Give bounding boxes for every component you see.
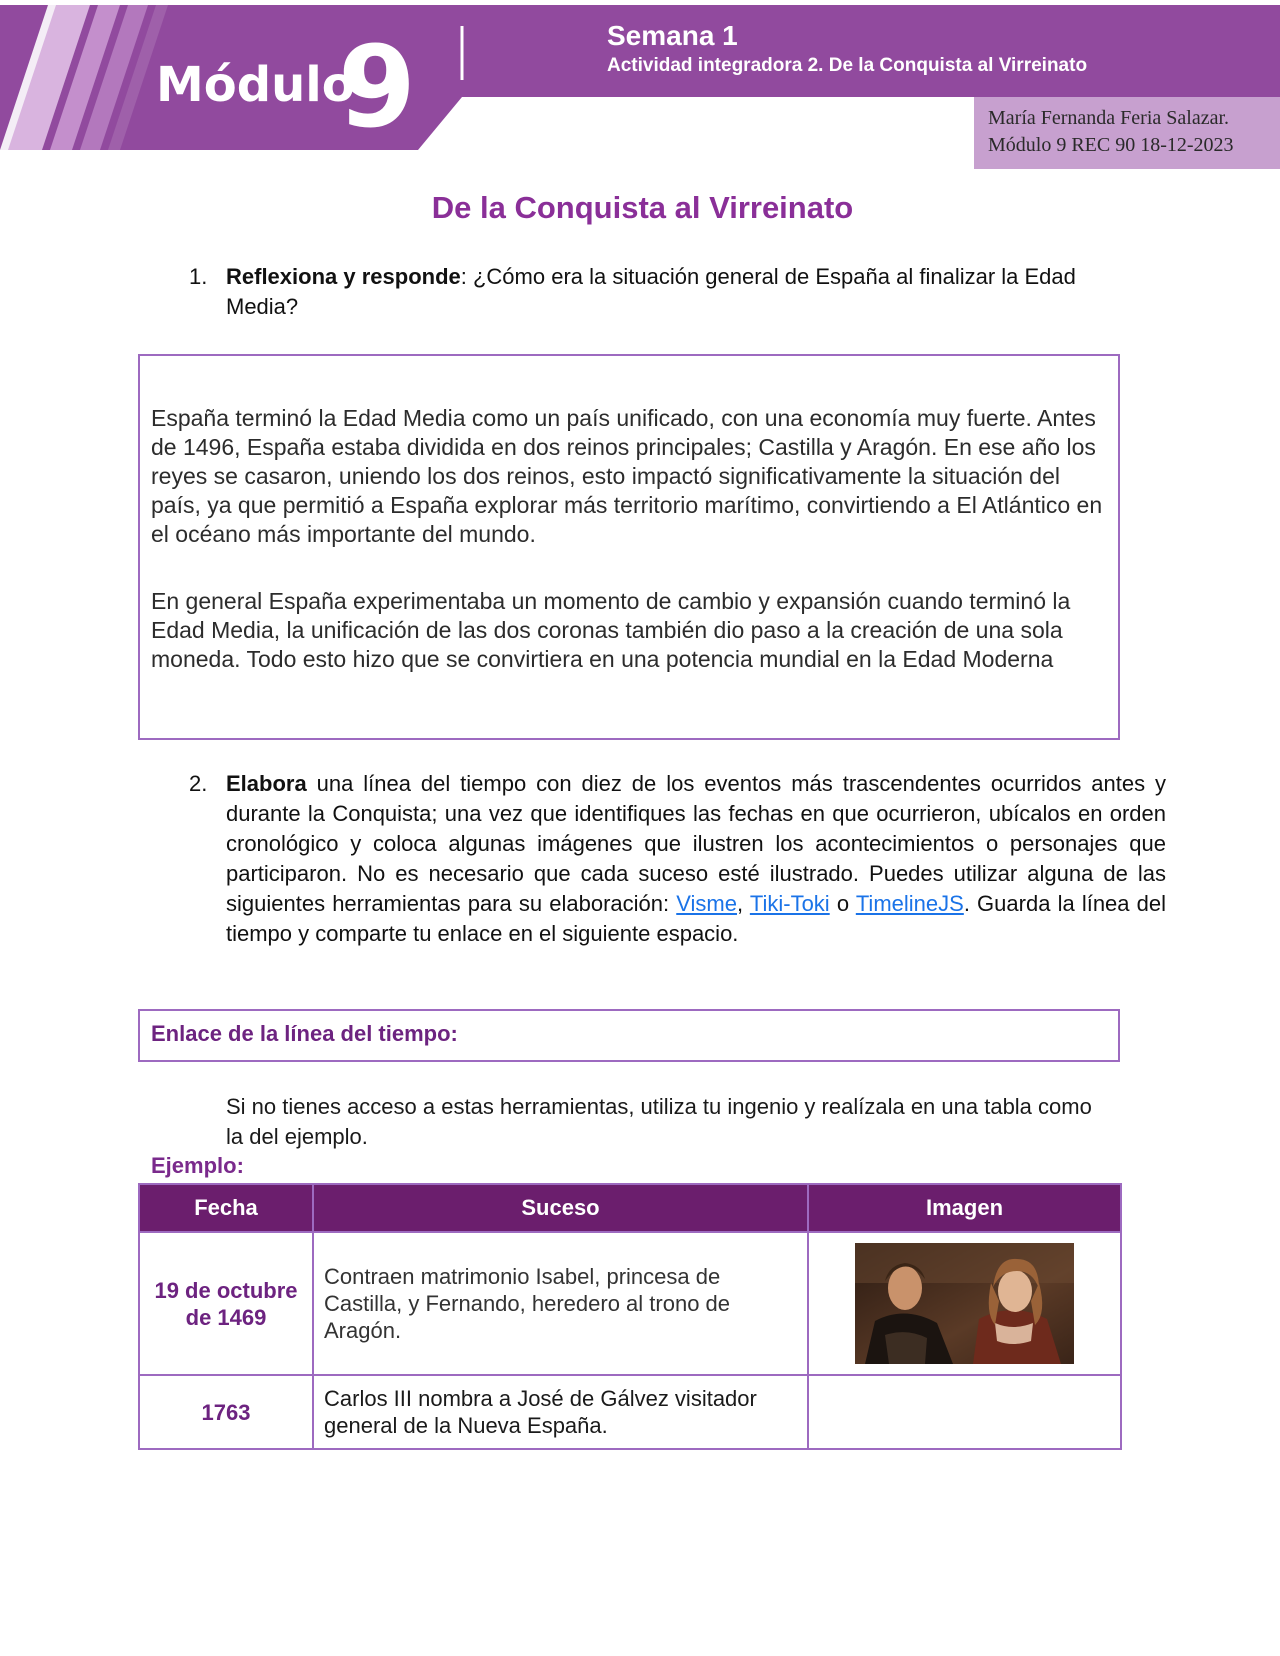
timeline-table xyxy=(138,1183,1122,1450)
student-course: Módulo 9 REC 90 18-12-2023 xyxy=(988,134,1234,156)
separator: o xyxy=(829,891,856,916)
question-number: 1. xyxy=(189,264,208,289)
timeline-link-box[interactable] xyxy=(138,1009,1120,1062)
table-header-row xyxy=(139,1184,1121,1232)
week-label: Semana 1 xyxy=(607,20,738,51)
tiki-toki-link[interactable]: Tiki-Toki xyxy=(749,891,830,916)
timeline-link-label: Enlace de la línea del tiempo: xyxy=(151,1021,458,1046)
activity-title: Actividad integradora 2. De la Conquista al Virreinato xyxy=(607,55,1088,76)
question-keyword: Elabora xyxy=(226,771,307,796)
cell-imagen xyxy=(808,1232,1121,1375)
header-fecha: Fecha xyxy=(139,1184,313,1232)
table-row xyxy=(139,1375,1121,1449)
visme-link[interactable]: Visme xyxy=(676,891,737,916)
question-body: una línea del tiempo con diez de los eventos más trascendentes ocurridos antes y durante la Conquista; una vez que identifiques las fechas en que ocurrieron, ubícalos en orden cronológico y coloca algunas imágenes que ilustren los acontecimientos o personajes que participaron. No es necesario que cada suceso esté ilustrado. Puedes utilizar alguna de las siguientes herramientas para su elaboración: xyxy=(226,771,1166,916)
question-text xyxy=(226,769,1166,949)
cell-imagen xyxy=(808,1375,1121,1449)
question-body: : ¿Cómo era la situación general de España al finalizar la Edad Media? xyxy=(226,264,1076,319)
question-number: 2. xyxy=(189,771,208,796)
student-name: María Fernanda Feria Salazar. xyxy=(988,107,1230,129)
header-imagen: Imagen xyxy=(808,1184,1121,1232)
module-word: Módulo xyxy=(156,57,355,113)
note-text: Si no tienes acceso a estas herramientas, utiliza tu ingenio y realízala en una tabla como la del ejemplo. xyxy=(226,1094,1092,1149)
page-title: De la Conquista al Virreinato xyxy=(431,190,854,225)
cell-fecha: 1763 xyxy=(139,1375,313,1449)
module-number: 9 xyxy=(338,23,416,153)
portrait-image xyxy=(855,1243,1074,1364)
question-text xyxy=(226,262,1106,322)
timelinejs-link[interactable]: TimelineJS xyxy=(855,891,964,916)
answer-paragraph-1: España terminó la Edad Media como un país unificado, con una economía muy fuerte. Antes de 1496, España estaba dividida en dos reinos principales; Castilla y Aragón. En ese año los reyes se casaron, uniendo los dos reinos, esto impactó significativamente la situación del país, ya que permitió a España explorar más territorio marítimo, convirtiendo a El Atlántico en el océano más importante del mundo. xyxy=(151,405,1103,547)
header-suceso: Suceso xyxy=(313,1184,808,1232)
example-label: Ejemplo: xyxy=(151,1153,244,1178)
separator: , xyxy=(736,891,750,916)
question-keyword: Reflexiona y responde xyxy=(226,264,461,289)
table-row xyxy=(139,1232,1121,1375)
student-info xyxy=(974,97,1280,169)
cell-suceso: Carlos III nombra a José de Gálvez visitador general de la Nueva España. xyxy=(313,1375,808,1449)
answer-box[interactable] xyxy=(138,354,1120,740)
cell-suceso: Contraen matrimonio Isabel, princesa de Castilla, y Fernando, heredero al trono de Aragón. xyxy=(313,1232,808,1375)
answer-paragraph-2: En general España experimentaba un momento de cambio y expansión cuando terminó la Edad Media, la unificación de las dos coronas también dio paso a la creación de una sola moneda. Todo esto hizo que se convirtiera en una potencia mundial en la Edad Moderna xyxy=(151,588,1071,672)
cell-fecha: 19 de octubre de 1469 xyxy=(139,1232,313,1375)
question-body-end: . Guarda la línea del tiempo y comparte tu enlace en el siguiente espacio. xyxy=(226,891,1167,946)
